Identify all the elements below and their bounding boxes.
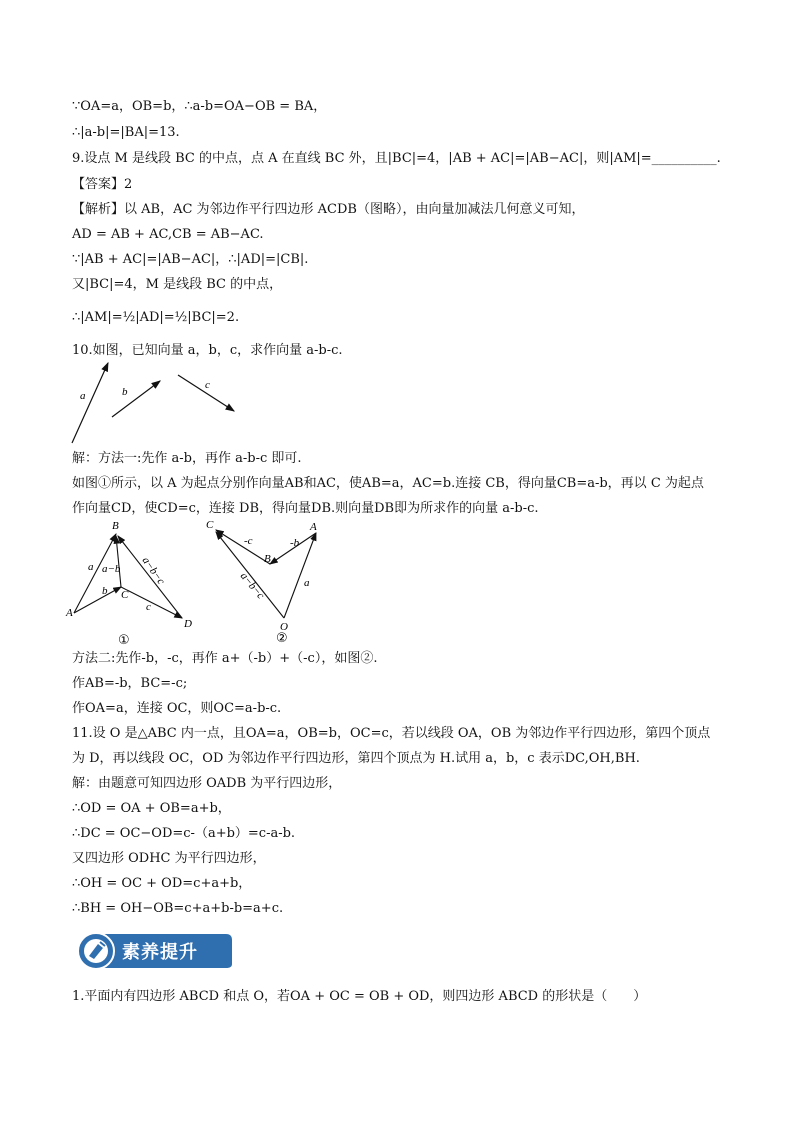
line-19: 解：由题意可知四边形 OADB 为平行四边形， xyxy=(72,776,342,791)
fig2-label-a: a xyxy=(304,577,310,589)
banner-title: 素养提升 xyxy=(122,942,198,963)
line-25: 1.平面内有四边形 ABCD 和点 O，若OA + OC = OB + OD，则四边形 ABCD 的形状是（ ） xyxy=(72,989,647,1004)
section-banner xyxy=(76,930,234,970)
fig2-label-mc: -c xyxy=(244,535,253,547)
line-20: ∴OD = OA + OB=a+b， xyxy=(72,801,231,816)
line-24: ∴BH = OH−OB=c+a+b-b=a+c. xyxy=(72,901,284,916)
line-12: 如图①所示，以 A 为起点分别作向量AB和AC，使AB=a，AC=b.连接 CB，得向量CB=a-b，再以 C 为起点 xyxy=(72,476,704,491)
line-18: 为 D，再以线段 OC，OD 为邻边作平行四边形，第四个顶点为 H.试用 a，b，c 表示DC,OH,BH. xyxy=(72,751,640,766)
fig1-label-B: B xyxy=(112,520,119,532)
line-2: ∴|a-b|=|BA|=13. xyxy=(72,125,180,140)
line-14: 方法二:先作-b，-c，再作 a+（-b）+（-c），如图②. xyxy=(72,651,378,666)
fig2-label-B: B xyxy=(264,553,271,565)
line-15: 作AB=-b，BC=-c; xyxy=(72,676,188,691)
line-23: ∴OH = OC + OD=c+a+b， xyxy=(72,876,252,891)
fig1-label-a: a xyxy=(88,561,94,573)
label-a: a xyxy=(80,390,86,402)
line-3: 9.设点 M 是线段 BC 的中点，点 A 在直线 BC 外，且|BC|=4，|AB + AC|=|AB−AC|，则|AM|=__________. xyxy=(72,151,721,166)
fig2-label-C: C xyxy=(206,519,214,531)
line-17: 11.设 O 是△ABC 内一点，且OA=a，OB=b，OC=c，若以线段 OA，OB 为邻边作平行四边形，第四个顶点 xyxy=(72,726,711,741)
fig1-number: ① xyxy=(118,633,130,648)
fig1-label-A: A xyxy=(66,607,73,619)
fig1-label-ambmc: a−b−c xyxy=(139,554,168,587)
fig2-label-ambmc: a−b−c xyxy=(237,570,267,602)
line-16: 作OA=a，连接 OC，则OC=a-b-c. xyxy=(72,701,282,716)
line-21: ∴DC = OC−OD=c-（a+b）=c-a-b. xyxy=(72,826,296,841)
fig2-label-A: A xyxy=(310,521,317,533)
line-11: 解：方法一:先作 a-b，再作 a-b-c 即可. xyxy=(72,451,302,466)
line-22: 又四边形 ODHC 为平行四边形， xyxy=(72,851,266,866)
fig1-label-D: D xyxy=(184,618,192,630)
line-8: 又|BC|=4，M 是线段 BC 的中点， xyxy=(72,277,283,292)
line-9: ∴|AM|=½|AD|=½|BC|=2. xyxy=(72,310,240,325)
line-5: 【解析】以 AB，AC 为邻边作平行四边形 ACDB（图略），由向量加减法几何意义可知， xyxy=(72,202,585,217)
vector-b-arrow xyxy=(112,381,160,417)
fig2-label-mb: -b xyxy=(290,537,300,549)
fig1-label-b: b xyxy=(102,585,108,597)
vector-a-arrow xyxy=(72,363,108,443)
fig2-label-O: O xyxy=(280,621,288,633)
fig1-label-amb: a−b xyxy=(102,563,121,575)
line-1: ∵OA=a，OB=b，∴a-b=OA−OB = BA， xyxy=(72,99,327,114)
fig2-number: ② xyxy=(276,631,288,646)
figure-2 xyxy=(200,518,330,648)
label-b: b xyxy=(122,386,128,398)
line-10: 10.如图，已知向量 a，b，c，求作向量 a-b-c. xyxy=(72,343,343,358)
figure-1 xyxy=(66,520,196,650)
line-13: 作向量CD，使CD=c，连接 DB，得向量DB.则向量DB即为所求作的向量 a-b-c. xyxy=(72,501,539,516)
fig1-label-c: c xyxy=(146,601,151,613)
line-7: ∵|AB + AC|=|AB−AC|，∴|AD|=|CB|. xyxy=(72,252,309,267)
vectors-abc-figure xyxy=(60,355,260,450)
line-4: 【答案】2 xyxy=(72,177,133,192)
fig1-label-C: C xyxy=(121,589,129,601)
line-6: AD = AB + AC,CB = AB−AC. xyxy=(72,227,264,242)
label-c: c xyxy=(205,379,210,391)
